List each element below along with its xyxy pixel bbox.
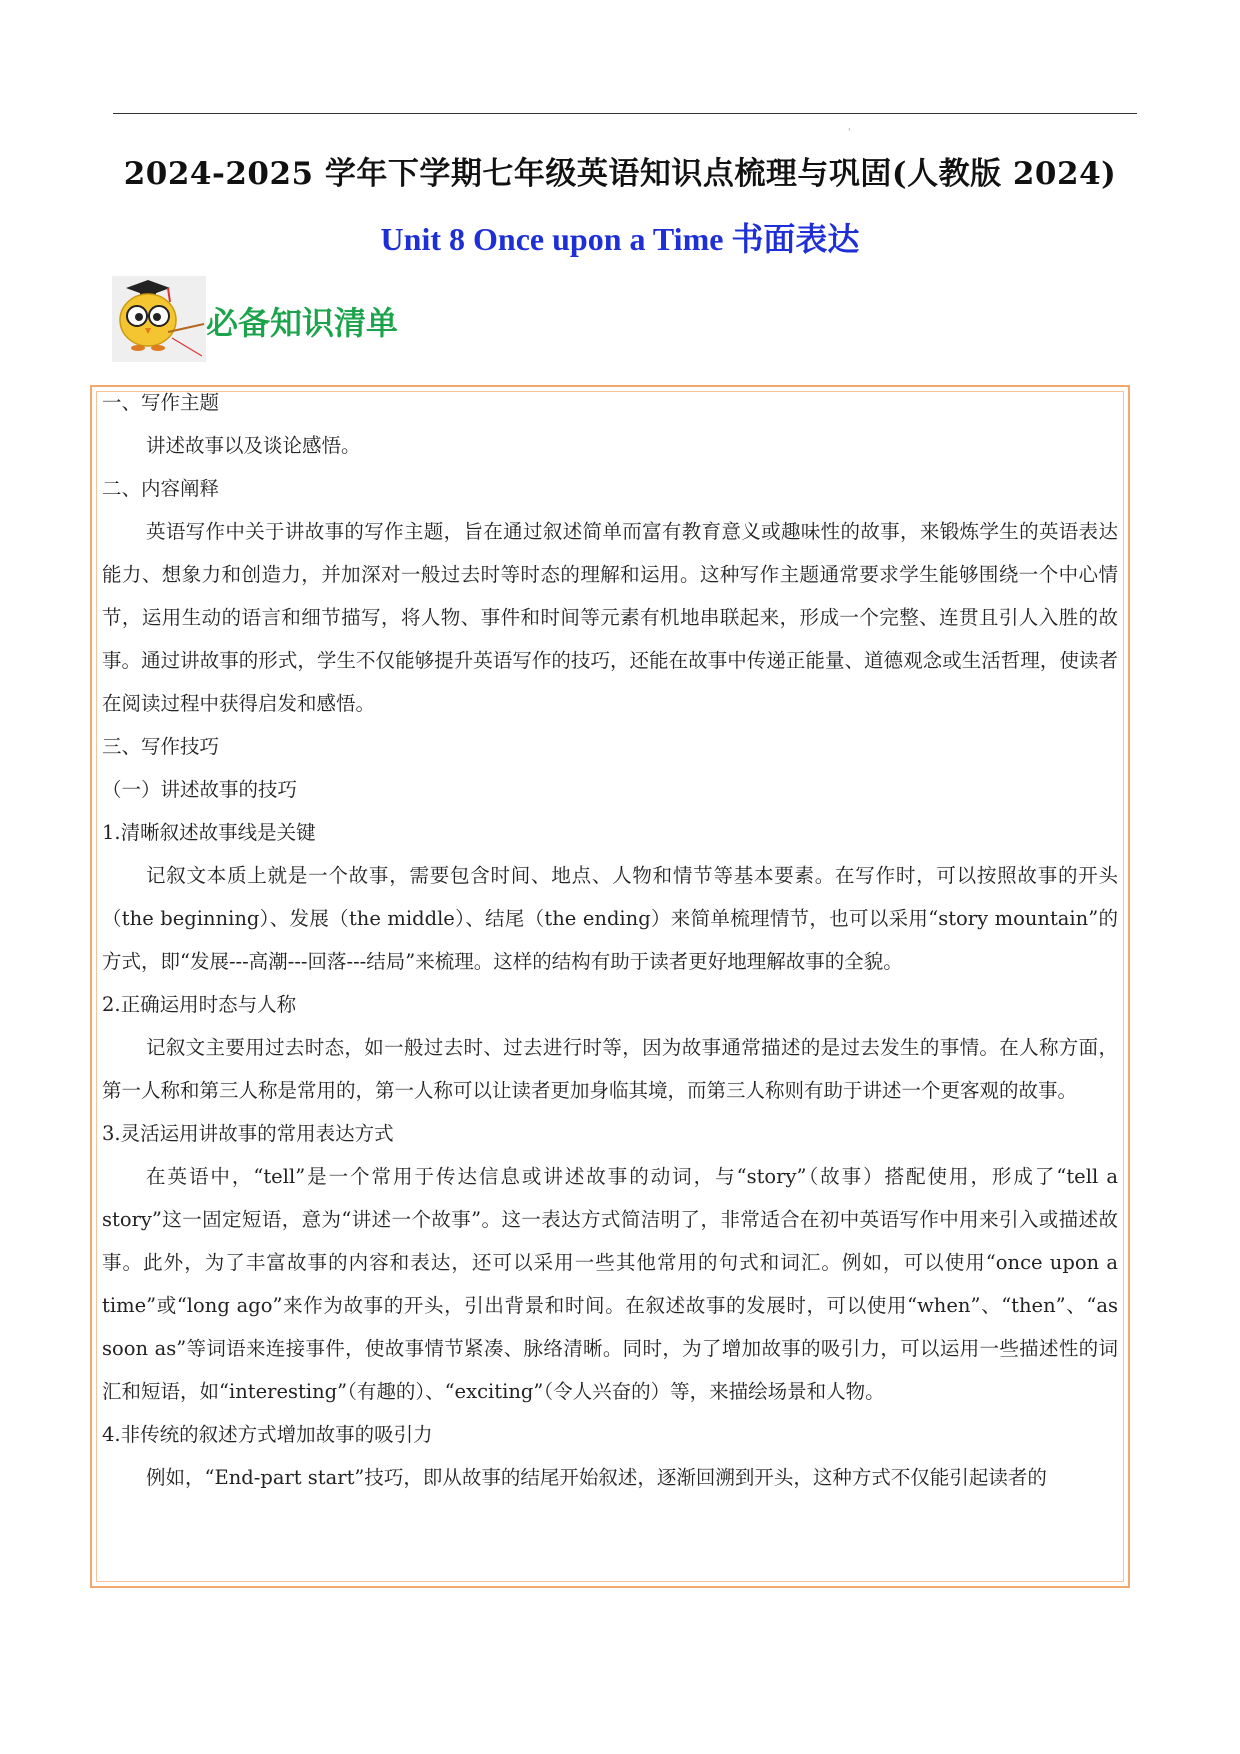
skill-4-paragraph: 例如，“End-part start”技巧，即从故事的结尾开始叙述，逐渐回溯到开头，这种方式不仅能引起读者的 bbox=[146, 1466, 1047, 1489]
skill-1-paragraph: 记叙文本质上就是一个故事，需要包含时间、地点、人物和情节等基本要素。在写作时，可以按照故事的开头（the beginning）、发展（the middle）、结尾（the ending）来简单梳理情节，也可以采用“story mountain”的方式，即“发展---高潮---回落---结局”来梳理。这样的结构有助于读者更好地理解故事的全貌。 bbox=[102, 864, 1118, 973]
heading-content-explanation: 二、内容阐释 bbox=[102, 477, 220, 500]
subheading-storytelling-skills: （一）讲述故事的技巧 bbox=[102, 778, 298, 801]
document-subtitle: Unit 8 Once upon a Time 书面表达 bbox=[380, 221, 860, 257]
skill-2-paragraph: 记叙文主要用过去时态，如一般过去时、过去进行时等，因为故事通常描述的是过去发生的事情。在人称方面，第一人称和第三人称是常用的，第一人称可以让读者更加身临其境，而第三人称则有助于讲述一个更客观的故事。 bbox=[102, 1036, 1118, 1102]
header-mark: ' bbox=[848, 128, 851, 138]
owl-teacher-icon bbox=[112, 276, 206, 362]
paragraph-writing-topic: 讲述故事以及谈论感悟。 bbox=[146, 434, 361, 457]
skill-1-title: 1.清晰叙述故事线是关键 bbox=[102, 821, 316, 844]
section-title: 必备知识清单 bbox=[206, 304, 399, 342]
paragraph-content-explanation: 英语写作中关于讲故事的写作主题，旨在通过叙述简单而富有教育意义或趣味性的故事，来锻炼学生的英语表达能力、想象力和创造力，并加深对一般过去时等时态的理解和运用。这种写作主题通常要求学生能够围绕一个中心情节，运用生动的语言和细节描写，将人物、事件和时间等元素有机地串联起来，形成一个完整、连贯且引人入胜的故事。通过讲故事的形式，学生不仅能够提升英语写作的技巧，还能在故事中传递正能量、道德观念或生活哲理，使读者在阅读过程中获得启发和感悟。 bbox=[102, 520, 1118, 715]
heading-writing-topic: 一、写作主题 bbox=[102, 391, 220, 414]
heading-writing-skills: 三、写作技巧 bbox=[102, 735, 220, 758]
header-rule bbox=[113, 113, 1137, 114]
document-title: 2024-2025 学年下学期七年级英语知识点梳理与巩固(人教版 2024) bbox=[123, 156, 1117, 192]
skill-3-title: 3.灵活运用讲故事的常用表达方式 bbox=[102, 1122, 394, 1145]
skill-2-title: 2.正确运用时态与人称 bbox=[102, 993, 297, 1016]
content-body bbox=[102, 381, 1118, 1499]
skill-4-title: 4.非传统的叙述方式增加故事的吸引力 bbox=[102, 1423, 433, 1446]
skill-3-paragraph: 在英语中，“tell”是一个常用于传达信息或讲述故事的动词，与“story”（故事）搭配使用，形成了“tell a story”这一固定短语，意为“讲述一个故事”。这一表达方式简洁明了，非常适合在初中英语写作中用来引入或描述故事。此外，为了丰富故事的内容和表达，还可以采用一些其他常用的句式和词汇。例如，可以使用“once upon a time”或“long ago”来作为故事的开头，引出背景和时间。在叙述故事的发展时，可以使用“when”、“then”、“as soon as”等词语来连接事件，使故事情节紧凑、脉络清晰。同时，为了增加故事的吸引力，可以运用一些描述性的词汇和短语，如“interesting”（有趣的）、“exciting”（令人兴奋的）等，来描绘场景和人物。 bbox=[102, 1165, 1118, 1403]
